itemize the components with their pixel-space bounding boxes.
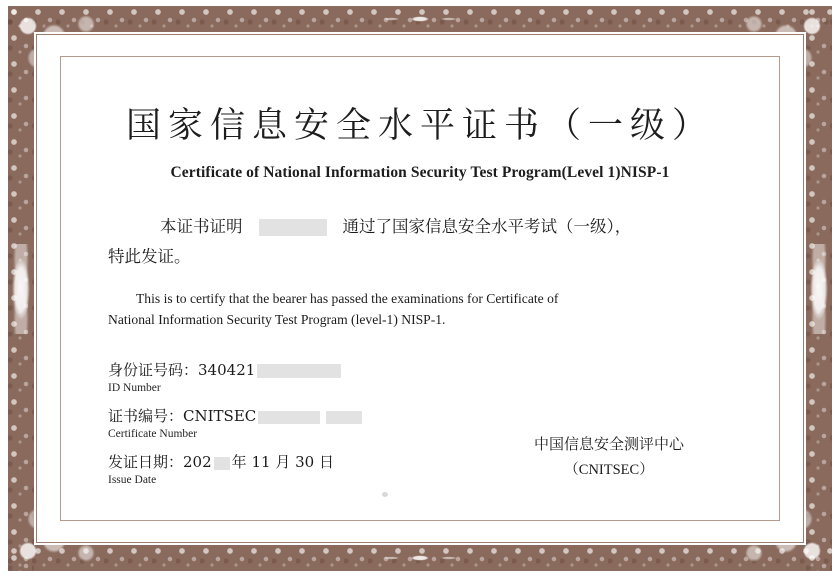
redacted-issue-year-digit [214,457,230,470]
field-certificate-number-label-cn: 证书编号： [108,407,184,425]
body-chinese-part1: 本证书证明 [160,217,243,236]
border-band-bottom [8,545,832,571]
field-certificate-number-value: CNITSEC [183,407,257,425]
body-english-line2: National Information Security Test Program (level-1) NISP-1. [108,312,446,327]
issue-date-day-unit: 日 [319,453,335,471]
certificate-fields [108,360,732,487]
issuer-name-english: （CNITSEC） [564,462,654,478]
field-id-number [108,360,732,395]
certificate-content [62,58,778,519]
field-issue-date-label-cn: 发证日期： [108,453,184,471]
body-chinese-part2: 通过了国家信息安全水平考试（一级）， [342,217,632,236]
issue-date-year: 202 [183,453,212,471]
field-certificate-number-label-en: Certificate Number [108,428,198,440]
redacted-certificate-number-part1 [258,411,320,424]
field-id-number-value: 340421 [198,361,256,379]
certificate-title-english: Certificate of National Information Security Test Program(Level 1)NISP-1 [170,164,670,181]
issue-date-day: 30 [295,453,315,471]
field-issue-date-label-en: Issue Date [108,474,157,486]
redacted-certificate-number-part2 [326,411,362,424]
certificate-body-chinese [108,212,732,272]
field-id-number-label-cn: 身份证号码： [108,361,199,379]
redacted-id-number [257,364,341,378]
body-chinese-part3: 特此发证。 [108,247,191,266]
issue-date-month: 11 [251,453,271,471]
field-certificate-number-line [108,406,732,426]
issue-date-year-unit: 年 [231,453,247,471]
redacted-name-field [259,219,327,236]
body-english-line1: This is to certify that the bearer has passed the examinations for Certificate of [136,291,559,306]
certificate-title-chinese: 国家信息安全水平证书（一级） [125,106,714,146]
field-id-number-label-en: ID Number [108,382,161,394]
field-id-number-line [108,360,732,380]
issue-date-month-unit: 月 [275,453,291,471]
certificate-body-english [108,288,732,330]
border-band-right [806,6,832,571]
issuer-name-chinese: 中国信息安全测评中心 [533,435,684,453]
border-band-left [8,6,34,571]
paper-speck [382,492,388,497]
border-band-top [8,6,832,32]
issuer-block [494,431,724,483]
